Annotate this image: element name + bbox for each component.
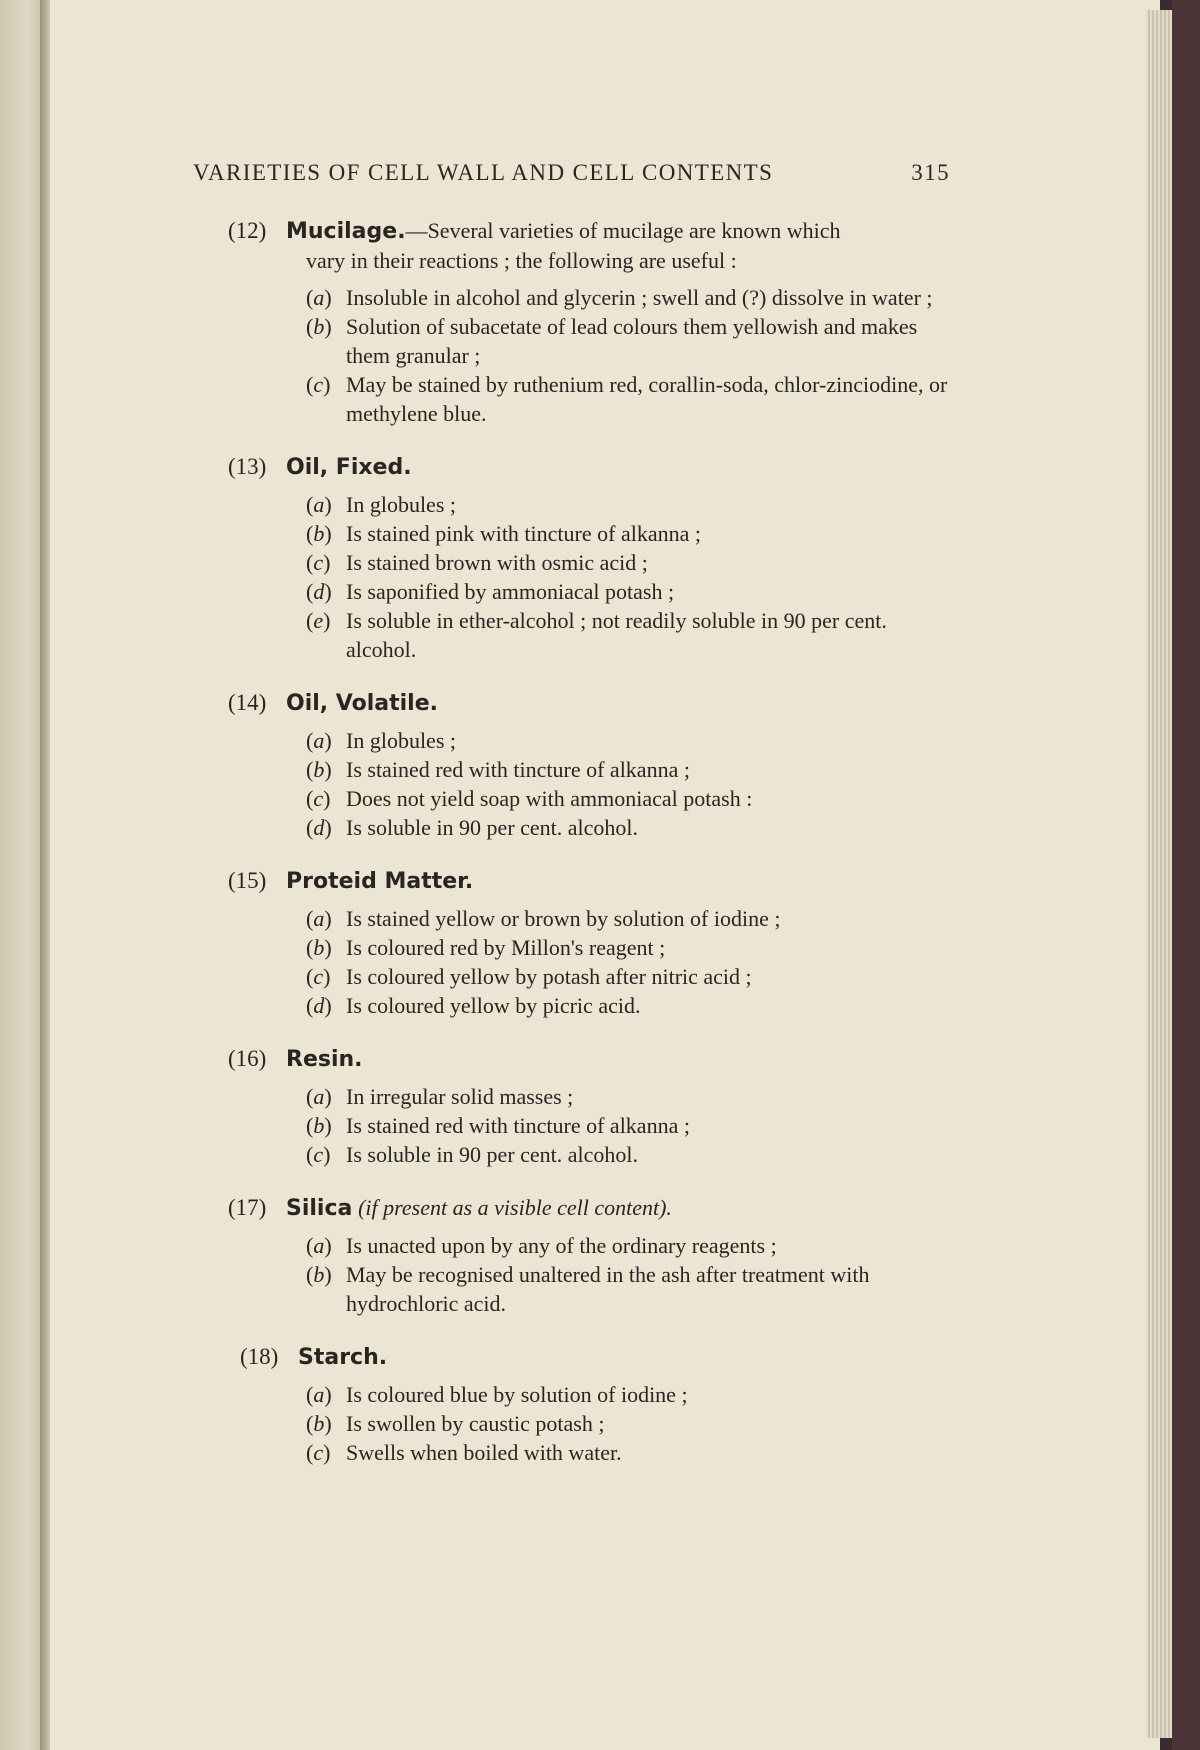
entry-title: Mucilage. [286, 219, 406, 244]
entry-heading [240, 1342, 950, 1372]
list-item [306, 1111, 950, 1140]
item-label: (b) [306, 314, 332, 339]
item-label: (d) [306, 815, 332, 840]
list-item [306, 283, 950, 312]
entry-title: Proteid Matter. [286, 869, 474, 894]
list-item [306, 1380, 950, 1409]
item-label: (a) [306, 492, 332, 517]
running-title: VARIETIES OF CELL WALL AND CELL CONTENTS [193, 160, 774, 185]
list-item [306, 933, 950, 962]
item-text: Is stained red with tincture of alkanna ; [346, 1113, 690, 1138]
entry-number: (16) [228, 1046, 267, 1071]
item-text: Is stained brown with osmic acid ; [346, 550, 648, 575]
entry-heading [228, 688, 950, 718]
item-text: Swells when boiled with water. [346, 1440, 622, 1465]
item-label: (b) [306, 757, 332, 782]
entry-silica [228, 1193, 950, 1318]
list-item [306, 962, 950, 991]
item-label: (e) [306, 608, 331, 633]
entry-number: (13) [228, 454, 267, 479]
item-text: Is soluble in 90 per cent. alcohol. [346, 815, 639, 840]
item-label: (b) [306, 521, 332, 546]
item-label: (c) [306, 1440, 331, 1465]
item-text: May be recognised unaltered in the ash after treatment with hydrochloric acid. [346, 1262, 870, 1316]
entry-resin [228, 1044, 950, 1169]
entry-items [228, 283, 950, 428]
item-text: Is unacted upon by any of the ordinary reagents ; [346, 1233, 777, 1258]
item-label: (a) [306, 1233, 332, 1258]
item-text: Does not yield soap with ammoniacal potash : [346, 786, 753, 811]
entry-items [228, 904, 950, 1020]
entry-starch [240, 1342, 950, 1467]
list-item [306, 755, 950, 784]
entry-items [228, 1082, 950, 1169]
list-item [306, 548, 950, 577]
item-label: (c) [306, 964, 331, 989]
list-item [306, 1082, 950, 1111]
item-text: Is soluble in 90 per cent. alcohol. [346, 1142, 639, 1167]
item-label: (b) [306, 935, 332, 960]
item-label: (a) [306, 728, 332, 753]
list-item [306, 312, 950, 370]
book-cover-edge [1172, 0, 1200, 1750]
list-item [306, 1231, 950, 1260]
item-text: Is stained yellow or brown by solution of iodine ; [346, 906, 781, 931]
list-item [306, 726, 950, 755]
entry-heading [228, 452, 950, 482]
item-text: Is coloured red by Millon's reagent ; [346, 935, 666, 960]
item-text: Is stained pink with tincture of alkanna ; [346, 521, 701, 546]
entry-description: —Several varieties of mucilage are known which [405, 218, 841, 243]
item-text: In globules ; [346, 492, 456, 517]
item-text: Solution of subacetate of lead colours them yellowish and makes them granular ; [346, 314, 918, 368]
entry-mucilage [228, 216, 950, 428]
list-item [306, 606, 950, 664]
entry-number: (14) [228, 690, 267, 715]
item-label: (a) [306, 906, 332, 931]
entry-title: Oil, Fixed. [286, 455, 412, 480]
item-label: (a) [306, 285, 332, 310]
item-text: Is coloured blue by solution of iodine ; [346, 1382, 688, 1407]
item-text: Is soluble in ether-alcohol ; not readily soluble in 90 per cent. alcohol. [346, 608, 887, 662]
list-item [306, 519, 950, 548]
entry-proteid-matter [228, 866, 950, 1020]
entry-number: (12) [228, 218, 267, 243]
item-label: (b) [306, 1411, 332, 1436]
item-label: (c) [306, 786, 331, 811]
list-item [306, 904, 950, 933]
item-label: (d) [306, 579, 332, 604]
item-text: In irregular solid masses ; [346, 1084, 574, 1109]
entry-title: Resin. [286, 1047, 363, 1072]
entry-heading [228, 216, 950, 246]
item-text: Is coloured yellow by picric acid. [346, 993, 641, 1018]
list-item [306, 813, 950, 842]
list-item [306, 991, 950, 1020]
entry-heading [228, 1193, 950, 1223]
entry-note: (if present as a visible cell content). [358, 1195, 672, 1220]
entry-items [228, 490, 950, 664]
item-text: Insoluble in alcohol and glycerin ; swell and (?) dissolve in water ; [346, 285, 933, 310]
entry-items [240, 1380, 950, 1467]
item-label: (c) [306, 1142, 331, 1167]
entry-title: Starch. [298, 1345, 388, 1370]
entry-description-continued: vary in their reactions ; the following are useful : [306, 248, 737, 273]
running-header [193, 160, 950, 186]
entry-title: Silica [286, 1196, 353, 1221]
list-item [306, 1438, 950, 1467]
list-item [306, 1409, 950, 1438]
list-item [306, 490, 950, 519]
item-text: Is coloured yellow by potash after nitric acid ; [346, 964, 752, 989]
list-item [306, 370, 950, 428]
entry-number: (17) [228, 1195, 267, 1220]
entry-oil-fixed [228, 452, 950, 664]
entry-title: Oil, Volatile. [286, 691, 439, 716]
item-label: (c) [306, 550, 331, 575]
item-text: Is saponified by ammoniacal potash ; [346, 579, 675, 604]
entry-oil-volatile [228, 688, 950, 842]
item-text: May be stained by ruthenium red, corallin-soda, chlor-zinciodine, or methylene blue. [346, 372, 948, 426]
item-label: (a) [306, 1084, 332, 1109]
entry-heading [228, 1044, 950, 1074]
entry-number: (18) [240, 1344, 279, 1369]
item-label: (c) [306, 372, 331, 397]
list-item [306, 1260, 950, 1318]
page-number: 315 [911, 160, 950, 185]
page-content [228, 216, 950, 1491]
list-item [306, 577, 950, 606]
item-text: Is stained red with tincture of alkanna ; [346, 757, 690, 782]
item-label: (d) [306, 993, 332, 1018]
item-text: Is swollen by caustic potash ; [346, 1411, 605, 1436]
item-label: (a) [306, 1382, 332, 1407]
item-label: (b) [306, 1113, 332, 1138]
item-label: (b) [306, 1262, 332, 1287]
entry-number: (15) [228, 868, 267, 893]
list-item [306, 784, 950, 813]
item-text: In globules ; [346, 728, 456, 753]
list-item [306, 1140, 950, 1169]
entry-items [228, 1231, 950, 1318]
entry-items [228, 726, 950, 842]
entry-heading [228, 866, 950, 896]
